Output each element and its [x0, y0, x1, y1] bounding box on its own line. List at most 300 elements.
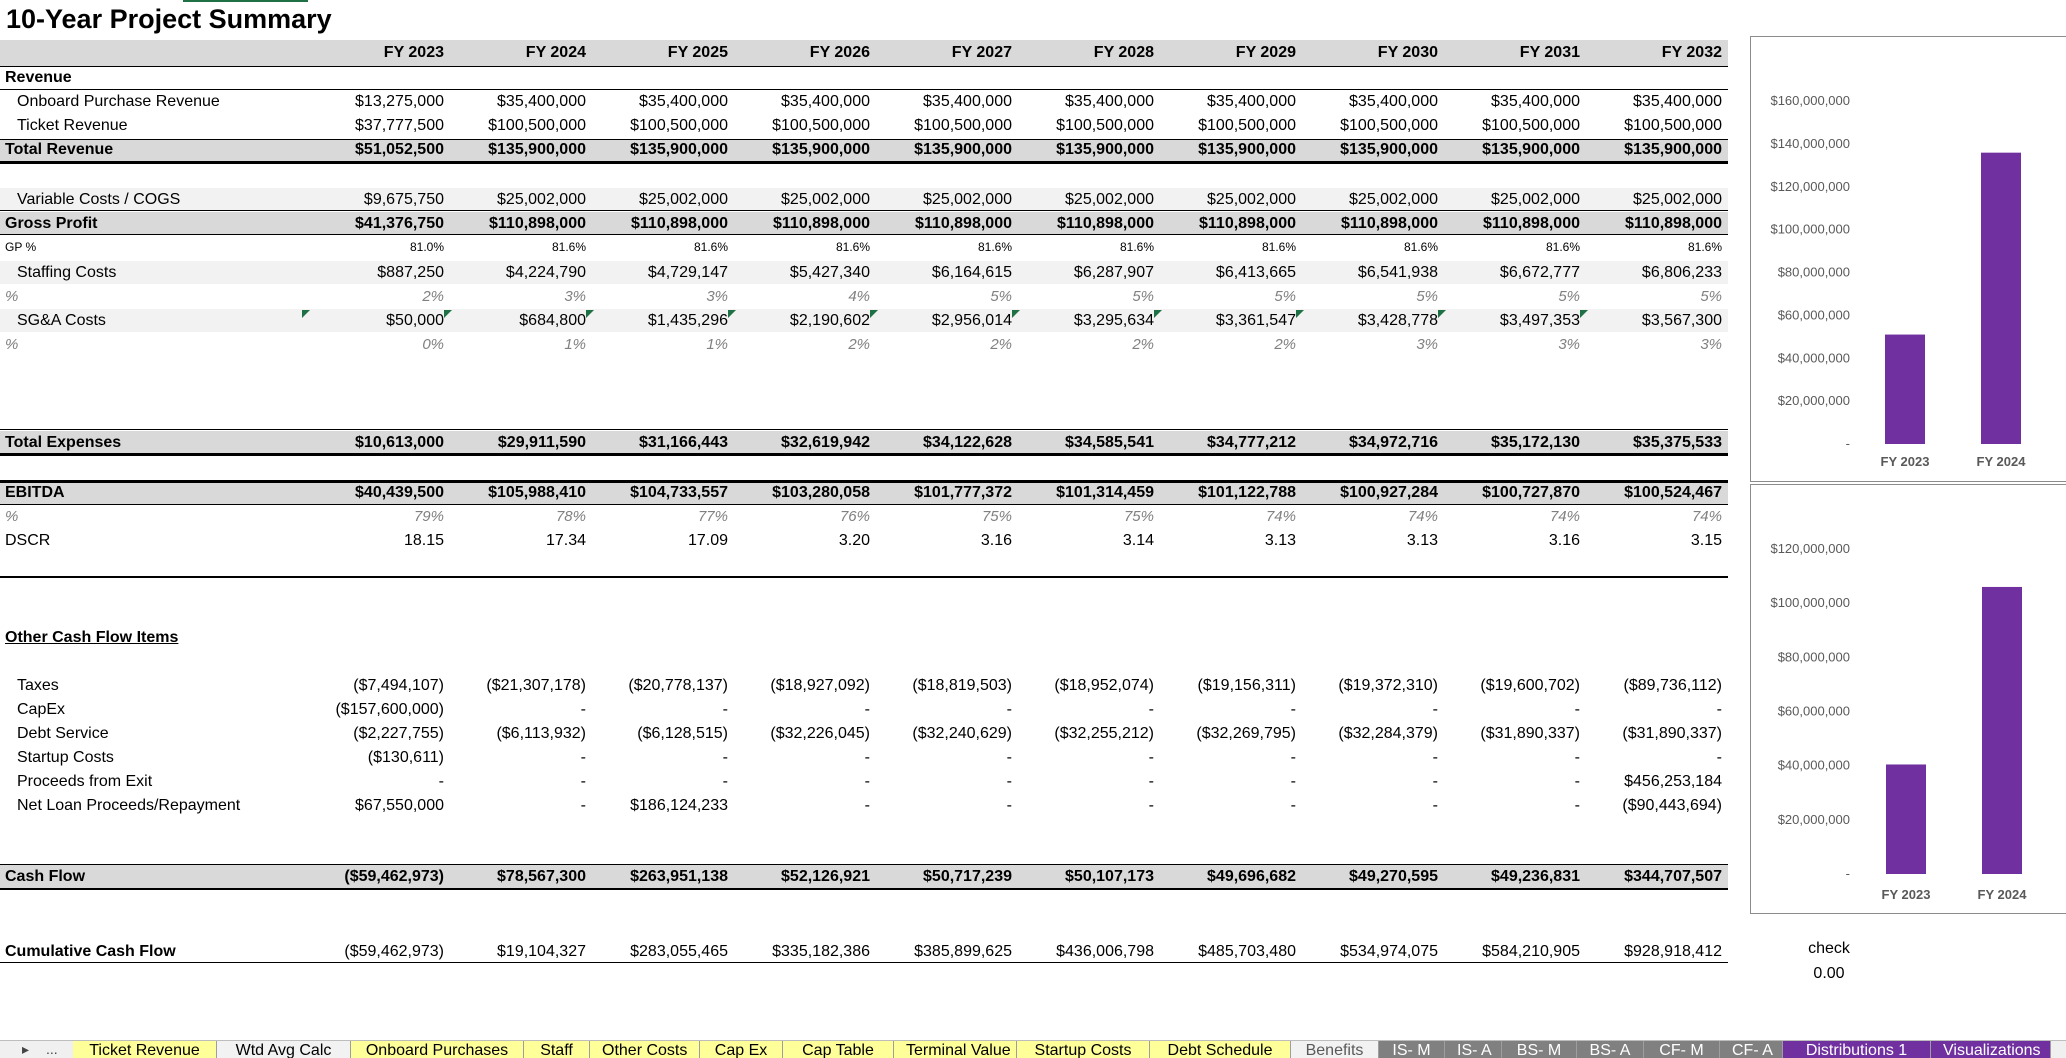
year-header-cell-5[interactable]: FY 2027 — [951, 44, 1012, 61]
more-tabs-button[interactable]: ... — [46, 1041, 58, 1057]
sga-row-cell-10[interactable]: $3,567,300 — [1641, 312, 1722, 329]
total-revenue-row-cell-9[interactable]: $135,900,000 — [1482, 141, 1580, 158]
sga-row-cell-4[interactable]: $2,190,602 — [789, 312, 870, 329]
gross-profit-row-cell-9[interactable]: $110,898,000 — [1483, 215, 1580, 232]
cumulative-row-cell-9[interactable]: $584,210,905 — [1482, 943, 1580, 960]
revenue-chart-ytick-label: $40,000,000 — [1777, 350, 1850, 366]
sga-pct-row-cell-5[interactable]: 2% — [990, 336, 1012, 353]
total-revenue-row-label[interactable]: Total Revenue — [5, 141, 114, 158]
ebitda-chart-ytick-label: $100,000,000 — [1770, 595, 1850, 611]
cogs-row-cell-7[interactable]: $25,002,000 — [1207, 191, 1296, 208]
staffing-pct-row-cell-6[interactable]: 5% — [1132, 288, 1154, 305]
debt-service-row-cell-9[interactable]: ($31,890,337) — [1480, 725, 1580, 742]
ebitda-pct-row-cell-1[interactable]: 79% — [413, 508, 444, 525]
sheet-tab-distributions-1[interactable]: Distributions 1 — [1783, 1041, 1931, 1058]
exit-row-cell-8[interactable]: - — [1432, 773, 1438, 790]
cash-flow-row-label[interactable]: Cash Flow — [5, 868, 86, 885]
ebitda-pct-row-cell-6[interactable]: 75% — [1123, 508, 1154, 525]
ebitda-chart-bar[interactable] — [1886, 764, 1926, 874]
sga-pct-row-cell-8[interactable]: 3% — [1416, 336, 1438, 353]
debt-service-row-cell-7[interactable]: ($32,269,795) — [1196, 725, 1296, 742]
gp-pct-row-cell-6[interactable]: 81.6% — [1119, 240, 1154, 254]
gp-pct-row-cell-1[interactable]: 81.0% — [409, 240, 444, 254]
total-expenses-row-cell-3[interactable]: $31,166,443 — [639, 434, 728, 451]
onboard-row-cell-5[interactable]: $35,400,000 — [923, 93, 1012, 110]
staffing-row-label[interactable]: Staffing Costs — [17, 264, 117, 281]
gross-profit-row-cell-1[interactable]: $41,376,750 — [355, 215, 444, 232]
error-indicator-icon[interactable] — [728, 310, 736, 318]
debt-service-row-cell-6[interactable]: ($32,255,212) — [1054, 725, 1154, 742]
exit-row-cell-5[interactable]: - — [1006, 773, 1012, 790]
debt-service-row-cell-1[interactable]: ($2,227,755) — [353, 725, 444, 742]
sga-pct-row-cell-7[interactable]: 2% — [1274, 336, 1296, 353]
cash-flow-row-cell-4[interactable]: $52,126,921 — [781, 868, 870, 885]
exit-row-label[interactable]: Proceeds from Exit — [17, 773, 153, 790]
gp-pct-row-cell-8[interactable]: 81.6% — [1403, 240, 1438, 254]
cash-flow-row-cell-8[interactable]: $49,270,595 — [1349, 868, 1438, 885]
sheet-tab-staff[interactable]: Staff — [524, 1041, 590, 1058]
total-revenue-row-cell-10[interactable]: $135,900,000 — [1624, 141, 1722, 158]
capex-row-cell-1[interactable]: ($157,600,000) — [335, 701, 444, 718]
revenue-chart-bar[interactable] — [1885, 335, 1925, 444]
dscr-row-cell-2[interactable]: 17.34 — [545, 532, 586, 549]
ticket-row-cell-10[interactable]: $100,500,000 — [1624, 117, 1722, 134]
onboard-row-cell-4[interactable]: $35,400,000 — [781, 93, 870, 110]
cogs-row-cell-2[interactable]: $25,002,000 — [497, 191, 586, 208]
capex-row-cell-9[interactable]: - — [1574, 701, 1580, 718]
ticket-row-label[interactable]: Ticket Revenue — [17, 117, 128, 134]
revenue-chart-xtick-label: FY 2024 — [1976, 454, 2026, 469]
sheet-tab-is-m[interactable]: IS- M — [1379, 1041, 1445, 1058]
total-revenue-row-cell-6[interactable]: $135,900,000 — [1056, 141, 1154, 158]
capex-row — [0, 698, 1728, 722]
year-header-cell-9[interactable]: FY 2031 — [1519, 44, 1580, 61]
staffing-row-cell-2[interactable]: $4,224,790 — [505, 264, 586, 281]
ebitda-row-cell-9[interactable]: $100,727,870 — [1482, 484, 1580, 501]
ebitda-row-cell-5[interactable]: $101,777,372 — [914, 484, 1012, 501]
exit-row-cell-9[interactable]: - — [1574, 773, 1580, 790]
error-indicator-icon[interactable] — [1580, 310, 1588, 318]
sga-pct-row-cell-10[interactable]: 3% — [1700, 336, 1722, 353]
total-expenses-row-label[interactable]: Total Expenses — [5, 434, 122, 451]
debt-service-row-cell-4[interactable]: ($32,226,045) — [770, 725, 870, 742]
debt-service-row-cell-2[interactable]: ($6,113,932) — [496, 725, 586, 742]
loan-row-cell-6[interactable]: - — [1148, 797, 1154, 814]
staffing-row-cell-9[interactable]: $6,672,777 — [1499, 264, 1580, 281]
ebitda-chart-bar[interactable] — [1982, 587, 2022, 874]
total-expenses-row-cell-9[interactable]: $35,172,130 — [1491, 434, 1580, 451]
exit-row-cell-10[interactable]: $456,253,184 — [1624, 773, 1722, 790]
cumulative-row-label[interactable]: Cumulative Cash Flow — [5, 943, 176, 960]
capex-row-label[interactable]: CapEx — [17, 701, 66, 718]
startup-row-cell-1[interactable]: ($130,611) — [367, 749, 444, 766]
gross-profit-row-cell-4[interactable]: $110,898,000 — [773, 215, 870, 232]
tab-scroll-right-icon[interactable]: ▸ — [22, 1041, 30, 1057]
taxes-row-cell-6[interactable]: ($18,952,074) — [1054, 677, 1154, 694]
error-indicator-icon[interactable] — [586, 310, 594, 318]
dscr-row-cell-8[interactable]: 3.13 — [1406, 532, 1438, 549]
staffing-pct-row-cell-5[interactable]: 5% — [990, 288, 1012, 305]
sheet-tab-bs-a[interactable]: BS- A — [1577, 1041, 1644, 1058]
ticket-row-cell-7[interactable]: $100,500,000 — [1198, 117, 1296, 134]
taxes-row-cell-4[interactable]: ($18,927,092) — [770, 677, 870, 694]
sheet-tab-bs-m[interactable]: BS- M — [1502, 1041, 1577, 1058]
sheet-tab-cf-a[interactable]: CF- A — [1720, 1041, 1783, 1058]
sheet-tab-startup-costs[interactable]: Startup Costs — [1017, 1041, 1150, 1058]
loan-row-cell-5[interactable]: - — [1006, 797, 1012, 814]
ebitda-row-label[interactable]: EBITDA — [5, 484, 65, 501]
taxes-row-cell-2[interactable]: ($21,307,178) — [486, 677, 586, 694]
ebitda-bar-chart[interactable] — [1750, 484, 2066, 914]
dscr-row-cell-7[interactable]: 3.13 — [1264, 532, 1296, 549]
dscr-row-cell-1[interactable]: 18.15 — [403, 532, 444, 549]
gp-pct-row-cell-4[interactable]: 81.6% — [835, 240, 870, 254]
ebitda-row-cell-3[interactable]: $104,733,557 — [630, 484, 728, 501]
debt-service-row-cell-10[interactable]: ($31,890,337) — [1622, 725, 1722, 742]
capex-row-cell-3[interactable]: - — [722, 701, 728, 718]
gross-profit-row-cell-8[interactable]: $110,898,000 — [1341, 215, 1438, 232]
cogs-row-cell-5[interactable]: $25,002,000 — [923, 191, 1012, 208]
sga-pct-row-cell-3[interactable]: 1% — [706, 336, 728, 353]
ticket-row-cell-3[interactable]: $100,500,000 — [630, 117, 728, 134]
year-header-cell-7[interactable]: FY 2029 — [1235, 44, 1296, 61]
staffing-row-cell-3[interactable]: $4,729,147 — [647, 264, 728, 281]
ebitda-pct-row-label[interactable]: % — [5, 508, 19, 525]
sga-pct-row-cell-9[interactable]: 3% — [1558, 336, 1580, 353]
sheet-tab-cf-m[interactable]: CF- M — [1644, 1041, 1720, 1058]
startup-row-cell-9[interactable]: - — [1574, 749, 1580, 766]
staffing-row-cell-8[interactable]: $6,541,938 — [1357, 264, 1438, 281]
loan-row-cell-7[interactable]: - — [1290, 797, 1296, 814]
loan-row-cell-10[interactable]: ($90,443,694) — [1622, 797, 1722, 814]
ebitda-row-cell-4[interactable]: $103,280,058 — [772, 484, 870, 501]
capex-row-cell-5[interactable]: - — [1006, 701, 1012, 718]
gp-pct-row-label[interactable]: GP % — [5, 240, 37, 254]
staffing-row-cell-1[interactable]: $887,250 — [377, 264, 444, 281]
debt-service-row-cell-5[interactable]: ($32,240,629) — [912, 725, 1012, 742]
ticket-row-cell-1[interactable]: $37,777,500 — [355, 117, 444, 134]
cumulative-row-cell-7[interactable]: $485,703,480 — [1198, 943, 1296, 960]
sga-row-cell-2[interactable]: $684,800 — [519, 312, 586, 329]
ticket-row-cell-2[interactable]: $100,500,000 — [488, 117, 586, 134]
dscr-row-cell-3[interactable]: 17.09 — [687, 532, 728, 549]
cumulative-row-cell-3[interactable]: $283,055,465 — [630, 943, 728, 960]
sga-row-label[interactable]: SG&A Costs — [17, 312, 106, 329]
exit-row-cell-4[interactable]: - — [864, 773, 870, 790]
year-header-cell-10[interactable]: FY 2032 — [1661, 44, 1722, 61]
error-indicator-icon[interactable] — [870, 310, 878, 318]
sga-row-cell-8[interactable]: $3,428,778 — [1357, 312, 1438, 329]
exit-row-cell-3[interactable]: - — [722, 773, 728, 790]
dscr-row-cell-10[interactable]: 3.15 — [1690, 532, 1722, 549]
gross-profit-row-cell-6[interactable]: $110,898,000 — [1057, 215, 1154, 232]
loan-row-cell-4[interactable]: - — [864, 797, 870, 814]
sga-pct-row-cell-2[interactable]: 1% — [564, 336, 586, 353]
onboard-row-cell-6[interactable]: $35,400,000 — [1065, 93, 1154, 110]
staffing-row-cell-10[interactable]: $6,806,233 — [1641, 264, 1722, 281]
startup-row-cell-4[interactable]: - — [864, 749, 870, 766]
ebitda-pct-row-cell-9[interactable]: 74% — [1549, 508, 1580, 525]
debt-service-row-cell-3[interactable]: ($6,128,515) — [637, 725, 728, 742]
cogs-row-cell-10[interactable]: $25,002,000 — [1633, 191, 1722, 208]
ebitda-chart-ytick-label: $20,000,000 — [1777, 811, 1850, 827]
dscr-row-cell-4[interactable]: 3.20 — [838, 532, 870, 549]
dscr-row-cell-6[interactable]: 3.14 — [1122, 532, 1154, 549]
loan-row-cell-1[interactable]: $67,550,000 — [355, 797, 444, 814]
staffing-pct-row-cell-2[interactable]: 3% — [564, 288, 586, 305]
cumulative-row-cell-8[interactable]: $534,974,075 — [1340, 943, 1438, 960]
staffing-pct-row-cell-3[interactable]: 3% — [706, 288, 728, 305]
exit-row-cell-2[interactable]: - — [580, 773, 586, 790]
startup-row-cell-6[interactable]: - — [1148, 749, 1154, 766]
ticket-row-cell-8[interactable]: $100,500,000 — [1340, 117, 1438, 134]
taxes-row-cell-5[interactable]: ($18,819,503) — [912, 677, 1012, 694]
capex-row-cell-6[interactable]: - — [1148, 701, 1154, 718]
gp-pct-row-cell-3[interactable]: 81.6% — [693, 240, 728, 254]
startup-row-label[interactable]: Startup Costs — [17, 749, 114, 766]
taxes-row-cell-9[interactable]: ($19,600,702) — [1480, 677, 1580, 694]
taxes-row-cell-7[interactable]: ($19,156,311) — [1197, 677, 1296, 694]
section-other-cash-label[interactable]: Other Cash Flow Items — [5, 629, 179, 646]
total-revenue-row-cell-4[interactable]: $135,900,000 — [772, 141, 870, 158]
staffing-row-cell-6[interactable]: $6,287,907 — [1073, 264, 1154, 281]
staffing-pct-row-label[interactable]: % — [5, 288, 19, 305]
cash-flow-row-cell-1[interactable]: ($59,462,973) — [344, 868, 444, 885]
total-revenue-row-cell-8[interactable]: $135,900,000 — [1340, 141, 1438, 158]
year-header-cell-1[interactable]: FY 2023 — [383, 44, 444, 61]
error-indicator-icon[interactable] — [1438, 310, 1446, 318]
taxes-row-cell-3[interactable]: ($20,778,137) — [628, 677, 728, 694]
onboard-row-cell-8[interactable]: $35,400,000 — [1349, 93, 1438, 110]
onboard-row-cell-7[interactable]: $35,400,000 — [1207, 93, 1296, 110]
startup-row-cell-7[interactable]: - — [1290, 749, 1296, 766]
year-header-cell-8[interactable]: FY 2030 — [1377, 44, 1438, 61]
sheet-tab-ticket-revenue[interactable]: Ticket Revenue — [73, 1041, 217, 1058]
cumulative-row-cell-1[interactable]: ($59,462,973) — [344, 943, 444, 960]
cogs-row-cell-6[interactable]: $25,002,000 — [1065, 191, 1154, 208]
cogs-row-cell-4[interactable]: $25,002,000 — [781, 191, 870, 208]
gp-pct-row-cell-7[interactable]: 81.6% — [1261, 240, 1296, 254]
sheet-tab-cap-ex[interactable]: Cap Ex — [700, 1041, 783, 1058]
total-expenses-row-cell-1[interactable]: $10,613,000 — [355, 434, 444, 451]
total-revenue-row-cell-1[interactable]: $51,052,500 — [355, 141, 444, 158]
cogs-row-cell-9[interactable]: $25,002,000 — [1491, 191, 1580, 208]
sheet-tab-visualizations[interactable]: Visualizations — [1931, 1041, 2051, 1058]
ebitda-pct-row-cell-8[interactable]: 74% — [1407, 508, 1438, 525]
error-indicator-icon[interactable] — [1296, 310, 1304, 318]
capex-row-cell-10[interactable]: - — [1716, 701, 1722, 718]
cumulative-row-cell-5[interactable]: $385,899,625 — [914, 943, 1012, 960]
revenue-chart-bar[interactable] — [1981, 153, 2021, 444]
sga-row-cell-7[interactable]: $3,361,547 — [1215, 312, 1296, 329]
sheet-tab-other-costs[interactable]: Other Costs — [590, 1041, 700, 1058]
taxes-row-cell-10[interactable]: ($89,736,112) — [1623, 677, 1722, 694]
cumulative-row-cell-10[interactable]: $928,918,412 — [1624, 943, 1722, 960]
capex-row-cell-7[interactable]: - — [1290, 701, 1296, 718]
sheet-tab-is-a[interactable]: IS- A — [1445, 1041, 1502, 1058]
exit-row-cell-7[interactable]: - — [1290, 773, 1296, 790]
staffing-pct-row-cell-4[interactable]: 4% — [848, 288, 870, 305]
cash-flow-row-cell-7[interactable]: $49,696,682 — [1207, 868, 1296, 885]
ebitda-pct-row-cell-2[interactable]: 78% — [555, 508, 586, 525]
total-expenses-row-cell-5[interactable]: $34,122,628 — [923, 434, 1012, 451]
cash-flow-row-cell-9[interactable]: $49,236,831 — [1491, 868, 1580, 885]
revenue-bar-chart[interactable] — [1750, 36, 2066, 482]
ebitda-pct-row-cell-7[interactable]: 74% — [1265, 508, 1296, 525]
staffing-pct-row-cell-8[interactable]: 5% — [1416, 288, 1438, 305]
ebitda-row-cell-10[interactable]: $100,524,467 — [1624, 484, 1722, 501]
ebitda-row-cell-8[interactable]: $100,927,284 — [1340, 484, 1438, 501]
cash-flow-row-cell-2[interactable]: $78,567,300 — [497, 868, 586, 885]
onboard-row-label[interactable]: Onboard Purchase Revenue — [17, 93, 220, 110]
startup-row-cell-8[interactable]: - — [1432, 749, 1438, 766]
staffing-row-cell-4[interactable]: $5,427,340 — [789, 264, 870, 281]
gp-pct-row-cell-9[interactable]: 81.6% — [1545, 240, 1580, 254]
staffing-pct-row-cell-7[interactable]: 5% — [1274, 288, 1296, 305]
ticket-row-cell-4[interactable]: $100,500,000 — [772, 117, 870, 134]
startup-row-cell-2[interactable]: - — [580, 749, 586, 766]
gp-pct-row-cell-2[interactable]: 81.6% — [551, 240, 586, 254]
sga-row-cell-9[interactable]: $3,497,353 — [1499, 312, 1580, 329]
sga-pct-row-label[interactable]: % — [5, 336, 19, 353]
total-revenue-row-cell-7[interactable]: $135,900,000 — [1198, 141, 1296, 158]
ebitda-row-cell-1[interactable]: $40,439,500 — [355, 484, 444, 501]
error-indicator-icon[interactable] — [302, 310, 310, 318]
cogs-row-cell-8[interactable]: $25,002,000 — [1349, 191, 1438, 208]
sheet-tab-onboard-purchases[interactable]: Onboard Purchases — [351, 1041, 524, 1058]
loan-row-cell-8[interactable]: - — [1432, 797, 1438, 814]
error-indicator-icon[interactable] — [444, 310, 452, 318]
loan-row-label[interactable]: Net Loan Proceeds/Repayment — [17, 797, 241, 814]
taxes-row — [0, 674, 1728, 698]
staffing-row-cell-5[interactable]: $6,164,615 — [931, 264, 1012, 281]
cash-flow-row-cell-10[interactable]: $344,707,507 — [1624, 868, 1722, 885]
cash-flow-row-cell-5[interactable]: $50,717,239 — [923, 868, 1012, 885]
staffing-pct-row-cell-9[interactable]: 5% — [1558, 288, 1580, 305]
ebitda-row-cell-6[interactable]: $101,314,459 — [1056, 484, 1154, 501]
cumulative-row-cell-2[interactable]: $19,104,327 — [497, 943, 586, 960]
cash-flow-row-cell-6[interactable]: $50,107,173 — [1065, 868, 1154, 885]
gross-profit-row-cell-7[interactable]: $110,898,000 — [1199, 215, 1296, 232]
startup-row-cell-5[interactable]: - — [1006, 749, 1012, 766]
loan-row-cell-3[interactable]: $186,124,233 — [630, 797, 728, 814]
sheet-tab-terminal-value[interactable]: Terminal Value — [894, 1041, 1017, 1058]
total-revenue-row-cell-2[interactable]: $135,900,000 — [488, 141, 586, 158]
total-revenue-row-cell-5[interactable]: $135,900,000 — [914, 141, 1012, 158]
onboard-row-cell-9[interactable]: $35,400,000 — [1491, 93, 1580, 110]
startup-row-cell-3[interactable]: - — [722, 749, 728, 766]
ebitda-row-cell-2[interactable]: $105,988,410 — [488, 484, 586, 501]
year-header-cell-4[interactable]: FY 2026 — [809, 44, 870, 61]
staffing-pct-row-cell-10[interactable]: 5% — [1700, 288, 1722, 305]
taxes-row-cell-8[interactable]: ($19,372,310) — [1338, 677, 1438, 694]
capex-row-cell-2[interactable]: - — [580, 701, 586, 718]
ebitda-pct-row-cell-4[interactable]: 76% — [839, 508, 870, 525]
ticket-row-cell-6[interactable]: $100,500,000 — [1056, 117, 1154, 134]
sga-row-cell-6[interactable]: $3,295,634 — [1073, 312, 1154, 329]
sga-row-cell-5[interactable]: $2,956,014 — [931, 312, 1012, 329]
cash-flow-row-cell-3[interactable]: $263,951,138 — [630, 868, 728, 885]
onboard-row-cell-1[interactable]: $13,275,000 — [355, 93, 444, 110]
sheet-tab-debt-schedule[interactable]: Debt Schedule — [1150, 1041, 1291, 1058]
total-expenses-row-cell-10[interactable]: $35,375,533 — [1633, 434, 1722, 451]
gross-profit-row-cell-10[interactable]: $110,898,000 — [1625, 215, 1722, 232]
dscr-row-label[interactable]: DSCR — [5, 532, 51, 549]
sheet-tab-cap-table[interactable]: Cap Table — [783, 1041, 894, 1058]
gp-pct-row-cell-10[interactable]: 81.6% — [1687, 240, 1722, 254]
dscr-row-cell-5[interactable]: 3.16 — [980, 532, 1012, 549]
onboard-row-cell-3[interactable]: $35,400,000 — [639, 93, 728, 110]
loan-row-cell-9[interactable]: - — [1574, 797, 1580, 814]
taxes-row-label[interactable]: Taxes — [17, 677, 59, 694]
cogs-row-cell-3[interactable]: $25,002,000 — [639, 191, 728, 208]
total-expenses-row-cell-2[interactable]: $29,911,590 — [497, 434, 586, 451]
ebitda-row-cell-7[interactable]: $101,122,788 — [1198, 484, 1296, 501]
staffing-pct-row-cell-1[interactable]: 2% — [422, 288, 444, 305]
total-expenses-row-cell-7[interactable]: $34,777,212 — [1207, 434, 1296, 451]
onboard-row-cell-10[interactable]: $35,400,000 — [1633, 93, 1722, 110]
ticket-row-cell-5[interactable]: $100,500,000 — [914, 117, 1012, 134]
startup-row-cell-10[interactable]: - — [1716, 749, 1722, 766]
cogs-row-label[interactable]: Variable Costs / COGS — [17, 191, 181, 208]
sheet-tab-benefits[interactable]: Benefits — [1291, 1041, 1379, 1058]
cumulative-row-cell-4[interactable]: $335,182,386 — [772, 943, 870, 960]
capex-row-cell-8[interactable]: - — [1432, 701, 1438, 718]
error-indicator-icon[interactable] — [1154, 310, 1162, 318]
sga-row-cell-3[interactable]: $1,435,296 — [647, 312, 728, 329]
section-revenue-label[interactable]: Revenue — [5, 69, 72, 86]
gross-profit-row-cell-2[interactable]: $110,898,000 — [489, 215, 586, 232]
debt-service-row-label[interactable]: Debt Service — [17, 725, 109, 742]
exit-row-cell-1[interactable]: - — [438, 773, 444, 790]
year-header-cell-3[interactable]: FY 2025 — [667, 44, 728, 61]
total-revenue-row — [0, 138, 1728, 162]
dscr-row-cell-9[interactable]: 3.16 — [1548, 532, 1580, 549]
taxes-row-cell-1[interactable]: ($7,494,107) — [353, 677, 444, 694]
debt-service-row-cell-8[interactable]: ($32,284,379) — [1338, 725, 1438, 742]
error-indicator-icon[interactable] — [1012, 310, 1020, 318]
loan-row-cell-2[interactable]: - — [580, 797, 586, 814]
ebitda-pct-row-cell-10[interactable]: 74% — [1691, 508, 1722, 525]
total-expenses-row-cell-6[interactable]: $34,585,541 — [1065, 434, 1154, 451]
total-expenses-row-cell-8[interactable]: $34,972,716 — [1349, 434, 1438, 451]
revenue-chart-ytick-label: - — [1845, 436, 1850, 451]
year-header-cell-2[interactable]: FY 2024 — [525, 44, 586, 61]
capex-row-cell-4[interactable]: - — [864, 701, 870, 718]
cumulative-row-cell-6[interactable]: $436,006,798 — [1056, 943, 1154, 960]
sga-pct-row-cell-1[interactable]: 0% — [422, 336, 444, 353]
gross-profit-row-cell-5[interactable]: $110,898,000 — [915, 215, 1012, 232]
cogs-row-cell-1[interactable]: $9,675,750 — [363, 191, 444, 208]
year-header-cell-6[interactable]: FY 2028 — [1093, 44, 1154, 61]
sga-row — [0, 309, 1728, 333]
sga-row-cell-1[interactable]: $50,000 — [386, 312, 444, 329]
exit-row-cell-6[interactable]: - — [1148, 773, 1154, 790]
sga-pct-row-cell-4[interactable]: 2% — [848, 336, 870, 353]
onboard-row-cell-2[interactable]: $35,400,000 — [497, 93, 586, 110]
total-expenses-row-cell-4[interactable]: $32,619,942 — [781, 434, 870, 451]
total-revenue-row-cell-3[interactable]: $135,900,000 — [630, 141, 728, 158]
ebitda-pct-row-cell-3[interactable]: 77% — [697, 508, 728, 525]
gross-profit-row-label[interactable]: Gross Profit — [5, 215, 98, 232]
gross-profit-row-cell-3[interactable]: $110,898,000 — [631, 215, 728, 232]
staffing-row-cell-7[interactable]: $6,413,665 — [1215, 264, 1296, 281]
ebitda-pct-row-cell-5[interactable]: 75% — [981, 508, 1012, 525]
sga-pct-row-cell-6[interactable]: 2% — [1132, 336, 1154, 353]
ticket-row-cell-9[interactable]: $100,500,000 — [1482, 117, 1580, 134]
sheet-tab-wtd-avg-calc[interactable]: Wtd Avg Calc — [217, 1041, 351, 1058]
gp-pct-row-cell-5[interactable]: 81.6% — [977, 240, 1012, 254]
